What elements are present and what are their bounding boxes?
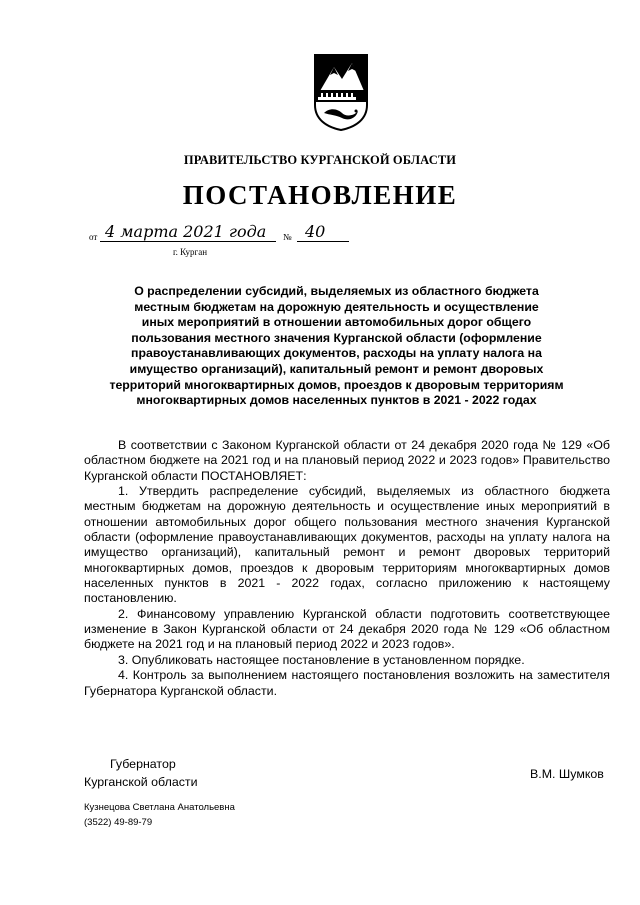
date-prefix: от	[89, 232, 98, 242]
resolution-item-2: 2. Финансовому управлению Курганской области подготовить соответствующее изменение в Закон Курганской области от 24 декабря 2020 года № 129 «Об областном бюджете на 2021 год и на плановый период 2022 и 2023 годов».	[84, 606, 610, 652]
document-city: г. Курган	[173, 247, 208, 257]
number-prefix: №	[283, 232, 292, 242]
subject-line: правоустанавливающих документов, расходы на уплату налога на	[131, 346, 542, 361]
number-underline	[297, 241, 349, 242]
preamble-paragraph: В соответствии с Законом Курганской области от 24 декабря 2020 года № 129 «Об областном бюджете на 2021 год и на плановый период 2022 и 2023 годов» Правительство Курганской области ПОСТАНОВЛЯЕТ:	[84, 438, 610, 483]
date-underline	[100, 241, 276, 242]
document-date: 4 марта 2021 года	[105, 222, 267, 241]
resolution-item-1: 1. Утвердить распределение субсидий, выделяемых из областного бюджета местным бюджетам на дорожную деятельность и осуществление иных мероприятий в отношении автомобильных дорог общего пользования местного значения Курганской области (оформление правоустанавливающих документов, расходы на уплату налога на имущество организаций), капитальный ремонт и ремонт дворовых территорий многоквартирных домов, проездов к дворовым территориям многоквартирных домов населенных пунктов в 2021 - 2022 годах, согласно приложению к настоящему постановлению.	[84, 484, 610, 606]
signatory-title-line1: Губернатор	[110, 757, 176, 771]
coat-of-arms-emblem	[312, 53, 370, 131]
contact-block	[84, 800, 235, 830]
signatory-title-line2: Курганской области	[84, 775, 198, 789]
document-subject	[98, 284, 575, 409]
document-type-title: ПОСТАНОВЛЕНИЕ	[182, 180, 458, 210]
document-body	[84, 438, 610, 699]
organization-name: ПРАВИТЕЛЬСТВО КУРГАНСКОЙ ОБЛАСТИ	[183, 153, 457, 167]
subject-line: местным бюджетам на дорожную деятельность и осуществление	[134, 299, 539, 314]
document-number: 40	[305, 222, 326, 241]
subject-line: иных мероприятий в отношении автомобильных дорог общего	[141, 315, 532, 330]
signatory-name: В.М. Шумков	[530, 767, 604, 781]
subject-line: многоквартирных домов населенных пунктов в 2021 - 2022 годах	[136, 393, 537, 408]
contact-phone: (3522) 49-89-79	[84, 817, 153, 828]
subject-line: пользования местного значения Курганской области (оформление	[131, 330, 542, 345]
subject-line: имущество организаций), капитальный ремонт и ремонт дворовых	[129, 361, 544, 376]
resolution-item-4: 4. Контроль за выполнением настоящего постановления возложить на заместителя Губернатора Курганской области.	[84, 668, 610, 698]
subject-line: О распределении субсидий, выделяемых из областного бюджета	[134, 284, 539, 298]
subject-line: территорий многоквартирных домов, проездов к дворовым территориям	[109, 377, 564, 392]
resolution-item-3: 3. Опубликовать настоящее постановление в установленном порядке.	[118, 652, 525, 667]
contact-name: Кузнецова Светлана Анатольевна	[84, 802, 235, 813]
